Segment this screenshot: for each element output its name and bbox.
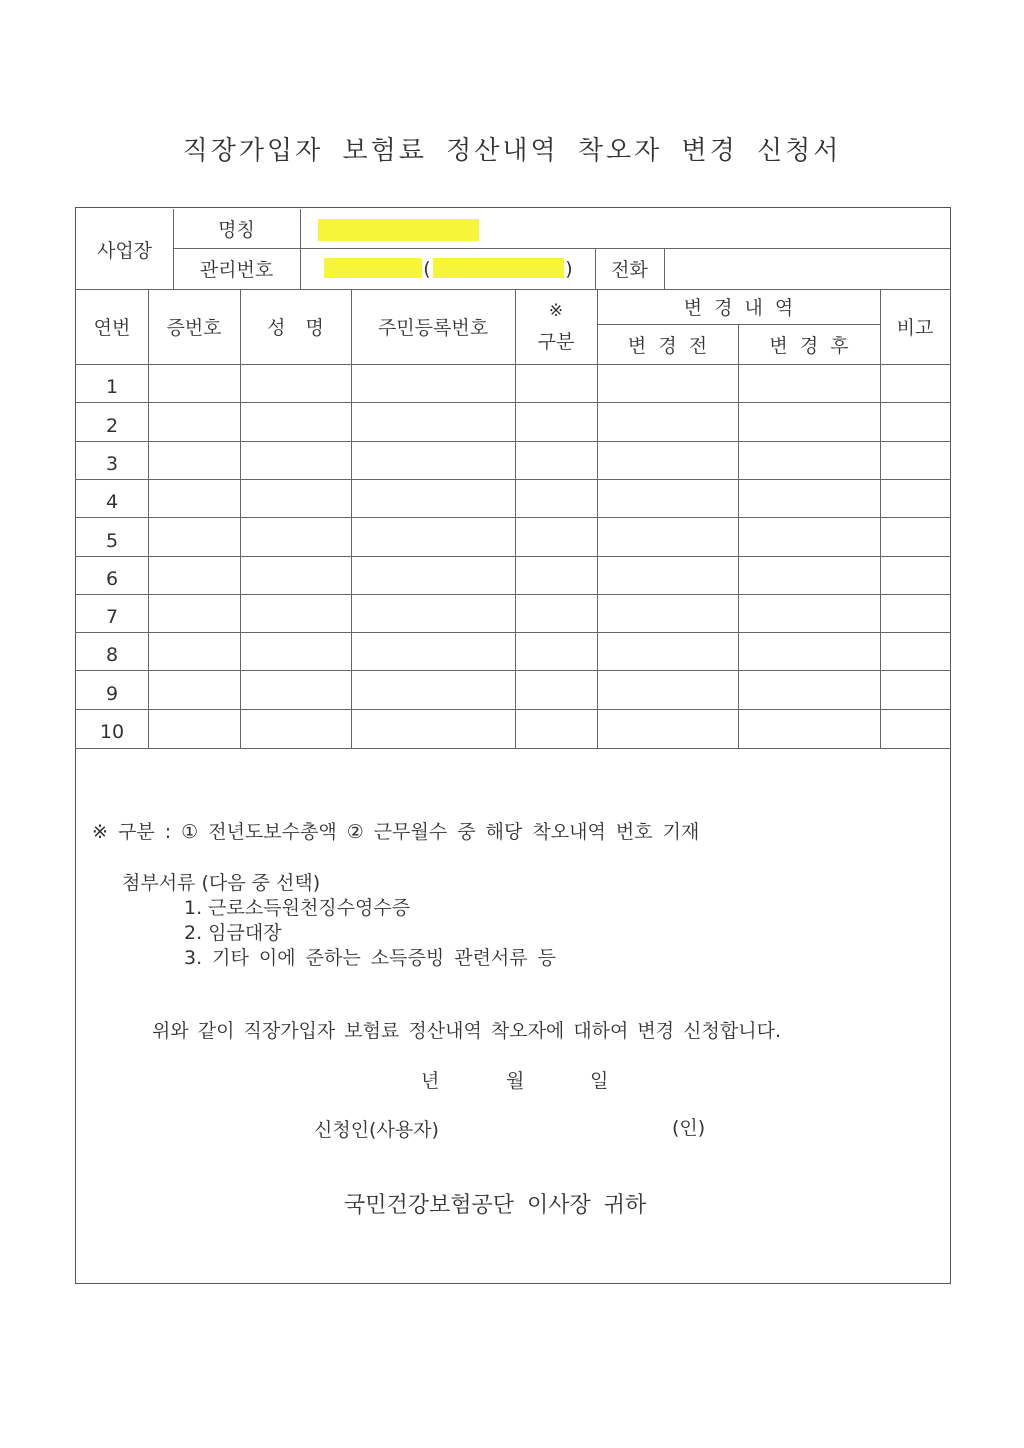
- rule: [75, 632, 951, 633]
- business-name-field[interactable]: [318, 219, 479, 241]
- phone-label: 전화: [611, 259, 648, 281]
- rule: [880, 289, 881, 748]
- table-row-number: 6: [105, 568, 119, 590]
- management-sub-number-field[interactable]: [433, 258, 564, 278]
- attachment-item: 1. 근로소득원천징수영수증: [184, 897, 411, 919]
- date-day-label: 일: [590, 1070, 609, 1092]
- rule: [75, 709, 951, 710]
- phone-field[interactable]: [665, 250, 949, 287]
- header-after: 변 경 후: [769, 334, 849, 357]
- rule: [515, 289, 516, 748]
- rule: [240, 289, 241, 748]
- header-mark: ※: [548, 301, 564, 321]
- table-row-number: 1: [105, 376, 119, 398]
- table-row-number: 10: [99, 721, 125, 743]
- table-row-number: 2: [105, 415, 119, 437]
- table-row-number: 5: [105, 530, 119, 552]
- rule: [75, 441, 951, 442]
- date-month-label: 월: [506, 1070, 525, 1092]
- rule: [75, 517, 951, 518]
- business-label: 사업장: [96, 239, 153, 262]
- recipient-line: 국민건강보험공단 이사장 귀하: [344, 1193, 647, 1218]
- rule: [75, 670, 951, 671]
- header-category: 구분: [537, 330, 575, 353]
- rule: [300, 209, 301, 289]
- table-row-number: 9: [105, 683, 119, 705]
- attachment-item: 3. 기타 이에 준하는 소득증빙 관련서류 등: [184, 947, 557, 969]
- header-seq: 연번: [93, 317, 131, 339]
- rule: [148, 289, 149, 748]
- rule: [597, 289, 598, 748]
- attachments-title: 첨부서류 (다음 중 선택): [122, 872, 321, 894]
- applicant-label: 신청인(사용자): [314, 1119, 439, 1141]
- management-number-close-paren: ): [565, 257, 573, 280]
- form-frame: [75, 207, 951, 1284]
- rule: [75, 479, 951, 480]
- rule: [75, 402, 951, 403]
- business-name-label: 명칭: [218, 219, 255, 241]
- header-remarks: 비고: [896, 317, 934, 339]
- rule: [738, 324, 739, 748]
- rule: [75, 748, 951, 749]
- category-note: ※ 구분 : ① 전년도보수총액 ② 근무월수 중 해당 착오내역 번호 기재: [92, 821, 700, 843]
- rule: [75, 556, 951, 557]
- management-number-open-paren: (: [423, 257, 431, 280]
- management-number-label: 관리번호: [199, 259, 274, 281]
- table-row-number: 8: [105, 644, 119, 666]
- header-rrn: 주민등록번호: [377, 317, 489, 339]
- document-title: 직장가입자 보험료 정산내역 착오자 변경 신청서: [182, 136, 842, 166]
- declaration-text: 위와 같이 직장가입자 보험료 정산내역 착오자에 대하여 변경 신청합니다.: [152, 1020, 781, 1042]
- rule: [75, 594, 951, 595]
- attachment-item: 2. 임금대장: [184, 922, 282, 944]
- rule: [351, 289, 352, 748]
- header-before: 변 경 전: [627, 334, 708, 357]
- rule: [75, 364, 951, 365]
- header-cert-no: 증번호: [166, 317, 222, 339]
- table-row-number: 7: [105, 606, 119, 628]
- table-row-number: 4: [105, 491, 119, 513]
- seal-mark: (인): [672, 1117, 706, 1139]
- header-name: 성 명: [267, 317, 324, 339]
- management-number-field[interactable]: [324, 258, 422, 278]
- table-row-number: 3: [105, 453, 119, 475]
- date-year-label: 년: [421, 1070, 440, 1092]
- header-change-group: 변 경 내 역: [683, 297, 794, 319]
